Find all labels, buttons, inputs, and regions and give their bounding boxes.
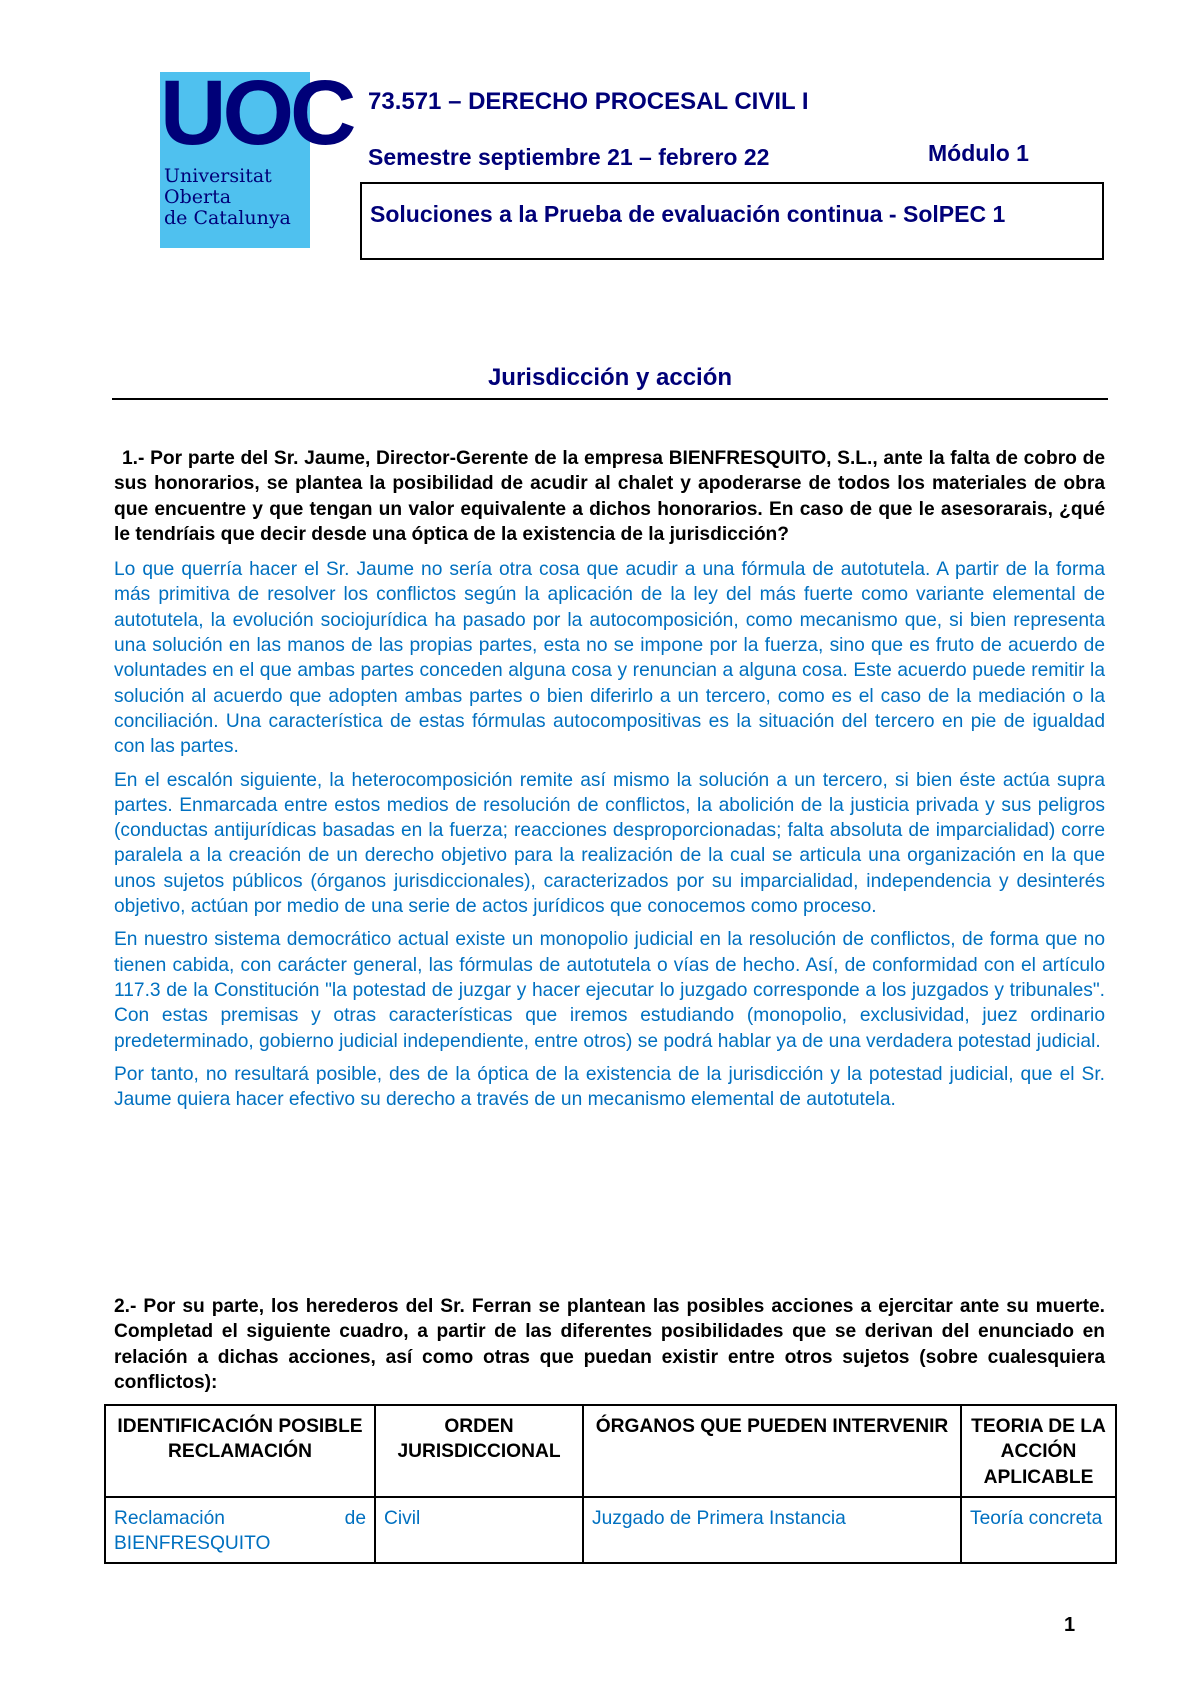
solutions-title: Soluciones a la Prueba de evaluación continua - SolPEC 1 xyxy=(370,201,1006,227)
header-cell-organs: ÓRGANOS QUE PUEDEN INTERVENIR xyxy=(583,1405,961,1497)
logo-institution-name xyxy=(164,166,291,229)
logo-line: Oberta xyxy=(164,186,232,208)
question-1-block xyxy=(114,446,1105,1120)
section-title: Jurisdicción y acción xyxy=(487,364,733,391)
question-2-block xyxy=(114,1294,1105,1395)
logo-line: Universitat xyxy=(164,165,272,187)
logo-line: de Catalunya xyxy=(164,207,291,229)
answer-paragraph: Lo que querría hacer el Sr. Jaume no sería otra cosa que acudir a una fórmula de autotutela. A partir de la forma más primitiva de resolver los conflictos según la aplicación de la ley del más fuerte como variante elemental de autotutela, la evolución sociojurídica ha pasado por la autocomposición, como mecanismo que, si bien representa una solución en las manos de las propias partes, esta no se impone por la fuerza, sino que es fruto de acuerdo de voluntades en el que ambas partes conceden alguna cosa y renuncian a alguna cosa. Este acuerdo puede remitir la solución al acuerdo que adopten ambas partes o bien diferirlo a un tercero, como es el caso de la mediación o la conciliación. Una característica de estas fórmulas autocompositivas es la situación del tercero en pie de igualdad con las partes. xyxy=(114,559,1105,758)
organs-cell: Juzgado de Primera Instancia xyxy=(583,1497,961,1564)
claim-word: BIENFRESQUITO xyxy=(114,1533,271,1555)
table-header-row xyxy=(105,1405,1116,1497)
semester-label: Semestre septiembre 21 – febrero 22 xyxy=(368,144,770,170)
page-number: 1 xyxy=(1064,1614,1076,1636)
section-divider xyxy=(112,398,1108,400)
claim-cell xyxy=(105,1497,375,1564)
header-cell-theory: TEORIA DE LA ACCIÓN APLICABLE xyxy=(961,1405,1116,1497)
order-cell: Civil xyxy=(375,1497,583,1564)
question-2-text: 2.- Por su parte, los herederos del Sr. Ferran se plantean las posibles acciones a ejercitar ante su muerte. Completad el siguiente cuadro, a partir de las diferentes posibilidades que se derivan del enunciado en relación a dichas acciones, así como otras que puedan existir entre otros sujetos (sobre cualesquiera conflictos): xyxy=(114,1296,1105,1393)
actions-table xyxy=(104,1404,1117,1564)
answer-paragraph: En el escalón siguiente, la heterocomposición remite así mismo la solución a un tercero, si bien éste actúa supra partes. Enmarcada entre estos medios de resolución de conflictos, la abolición de la justicia privada y sus peligros (conductas antijurídicas basadas en la fuerza; reacciones desproporcionadas; falta absoluta de imparcialidad) corre paralela a la creación de un derecho objetivo para la realización de la cual se articula una organización en la que unos sujetos públicos (órganos jurisdiccionales), caracterizados por su imparcialidad, independencia y desinterés objetivo, actúan por medio de una serie de actos jurídicos que conocemos como proceso. xyxy=(114,769,1105,918)
uoc-logo xyxy=(160,62,353,248)
table-row xyxy=(105,1497,1116,1564)
module-label: Módulo 1 xyxy=(928,140,1029,166)
answer-paragraph: En nuestro sistema democrático actual existe un monopolio judicial en la resolución de conflictos, de forma que no tienen cabida, con carácter general, las fórmulas de autotutela o vías de hecho. Así, de conformidad con el artículo 117.3 de la Constitución "la potestad de juzgar y hacer ejecutar lo juzgado corresponde a los juzgados y tribunales". Con estas premisas y otras características que iremos estudiando (monopolio, exclusividad, juez ordinario predeterminado, gobierno judicial independiente, entre otros) se podrá hablar ya de una verdadera potestad judicial. xyxy=(114,929,1105,1052)
course-title: 73.571 – DERECHO PROCESAL CIVIL I xyxy=(368,88,809,115)
answer-paragraph: Por tanto, no resultará posible, des de la óptica de la existencia de la jurisdicción y la potestad judicial, que el Sr. Jaume quiera hacer efectivo su derecho a través de un mecanismo elemental de autotutela. xyxy=(114,1063,1105,1111)
logo-abbrev: UOC xyxy=(160,62,353,164)
claim-word: de xyxy=(344,1507,366,1529)
theory-cell: Teoría concreta xyxy=(961,1497,1116,1564)
solutions-title-box xyxy=(360,182,1104,260)
header-cell-order: ORDEN JURISDICCIONAL xyxy=(375,1405,583,1497)
header-cell-claim: IDENTIFICACIÓN POSIBLE RECLAMACIÓN xyxy=(105,1405,375,1497)
question-1-answer xyxy=(114,557,1105,1112)
question-1-text: 1.- Por parte del Sr. Jaume, Director-Gerente de la empresa BIENFRESQUITO, S.L., ante la falta de cobro de sus honorarios, se plantea la posibilidad de acudir al chalet y apoderarse de todos los materiales de obra que encuentre y que tengan un valor equivalente a dichos honorarios. En caso de que le asesorarais, ¿qué le tendríais que decir desde una óptica de la existencia de la jurisdicción? xyxy=(114,448,1105,545)
claim-word: Reclamación xyxy=(114,1507,225,1529)
